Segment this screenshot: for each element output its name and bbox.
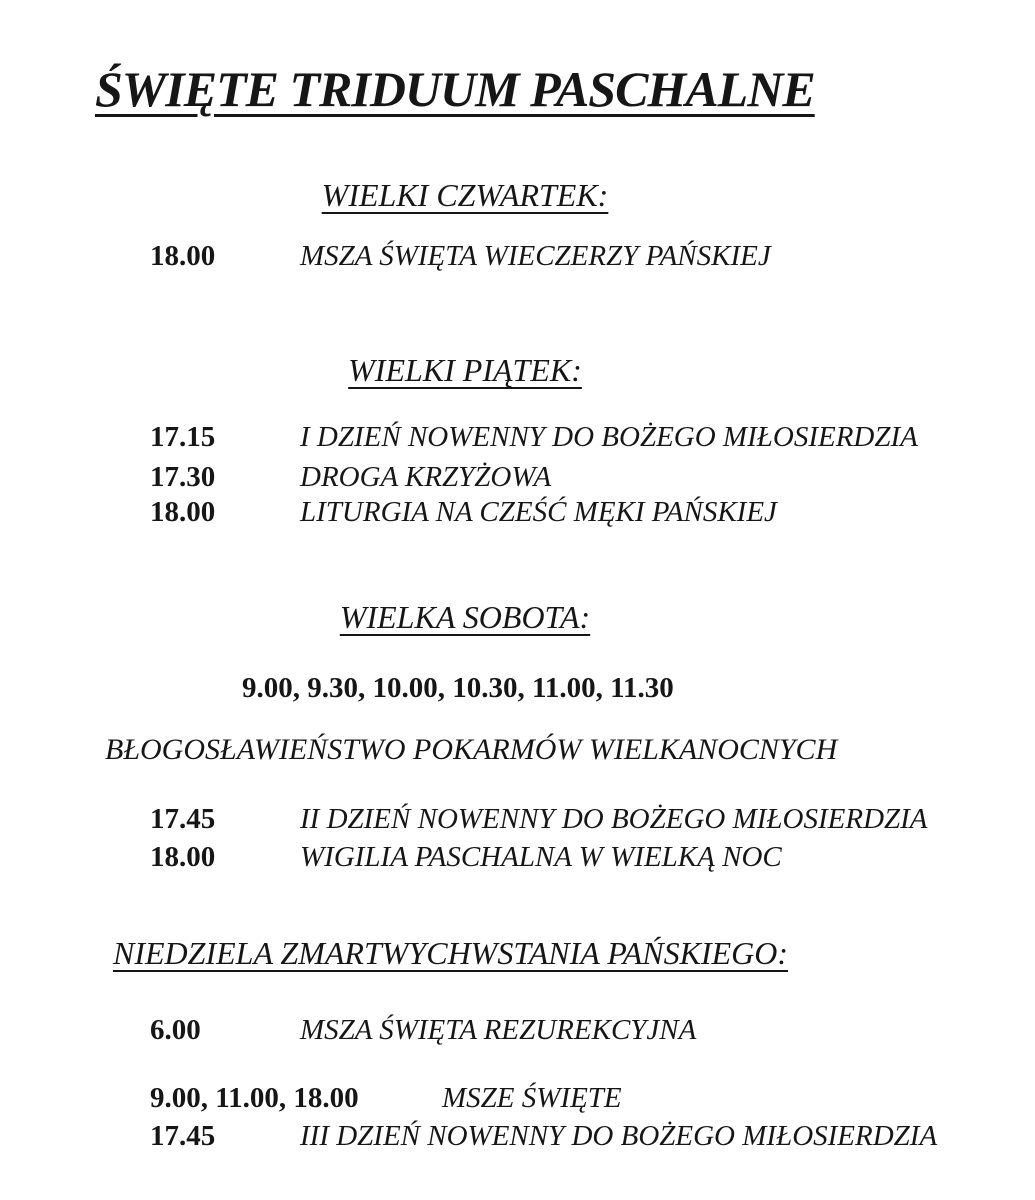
time-label: 17.45 (150, 1120, 216, 1152)
section-wielki-czwartek (0, 177, 930, 214)
event-description: III DZIEŃ NOWENNY DO BOŻEGO MIŁOSIERDZIA (300, 1120, 938, 1152)
section-heading-niedziela-zmartwychwstania: NIEDZIELA ZMARTWYCHWSTANIA PAŃSKIEGO: (113, 935, 788, 971)
schedule-row (0, 461, 1035, 497)
document-title: ŚWIĘTE TRIDUUM PASCHALNE (95, 60, 815, 117)
event-description: WIGILIA PASCHALNA W WIELKĄ NOC (300, 841, 782, 873)
schedule-row (0, 496, 1035, 532)
event-description: MSZE ŚWIĘTE (442, 1082, 622, 1114)
event-description: LITURGIA NA CZEŚĆ MĘKI PAŃSKIEJ (300, 496, 777, 528)
event-description: MSZA ŚWIĘTA WIECZERZY PAŃSKIEJ (300, 240, 771, 272)
schedule-row (0, 1082, 1035, 1118)
time-label: 17.30 (150, 461, 216, 493)
schedule-row (0, 240, 1035, 276)
schedule-row (0, 841, 1035, 877)
schedule-row (0, 803, 1035, 839)
section-niedziela-zmartwychwstania (113, 935, 788, 972)
event-description: II DZIEŃ NOWENNY DO BOŻEGO MIŁOSIERDZIA (300, 803, 928, 835)
time-label: 18.00 (150, 496, 216, 528)
section-wielka-sobota (0, 599, 930, 636)
schedule-row (0, 1120, 1035, 1156)
schedule-row (0, 1014, 1035, 1050)
section-wielki-piatek (0, 352, 930, 389)
time-label: 18.00 (150, 841, 216, 873)
time-label: 18.00 (150, 240, 216, 272)
blessing-description: BŁOGOSŁAWIEŃSTWO POKARMÓW WIELKANOCNYCH (105, 733, 838, 766)
section-heading-wielka-sobota: WIELKA SOBOTA: (339, 599, 591, 635)
time-label: 17.45 (150, 803, 216, 835)
event-description: MSZA ŚWIĘTA REZUREKCYJNA (300, 1014, 697, 1046)
time-label: 9.00, 11.00, 18.00 (150, 1082, 359, 1114)
time-label: 17.15 (150, 421, 216, 453)
section-heading-wielki-piatek: WIELKI PIĄTEK: (348, 352, 582, 388)
blessing-times-line: 9.00, 9.30, 10.00, 10.30, 11.00, 11.30 (242, 672, 674, 704)
schedule-row (0, 421, 1035, 457)
event-description: I DZIEŃ NOWENNY DO BOŻEGO MIŁOSIERDZIA (300, 421, 918, 453)
section-heading-wielki-czwartek: WIELKI CZWARTEK: (321, 177, 609, 213)
time-label: 6.00 (150, 1014, 201, 1046)
event-description: DROGA KRZYŻOWA (300, 461, 552, 493)
